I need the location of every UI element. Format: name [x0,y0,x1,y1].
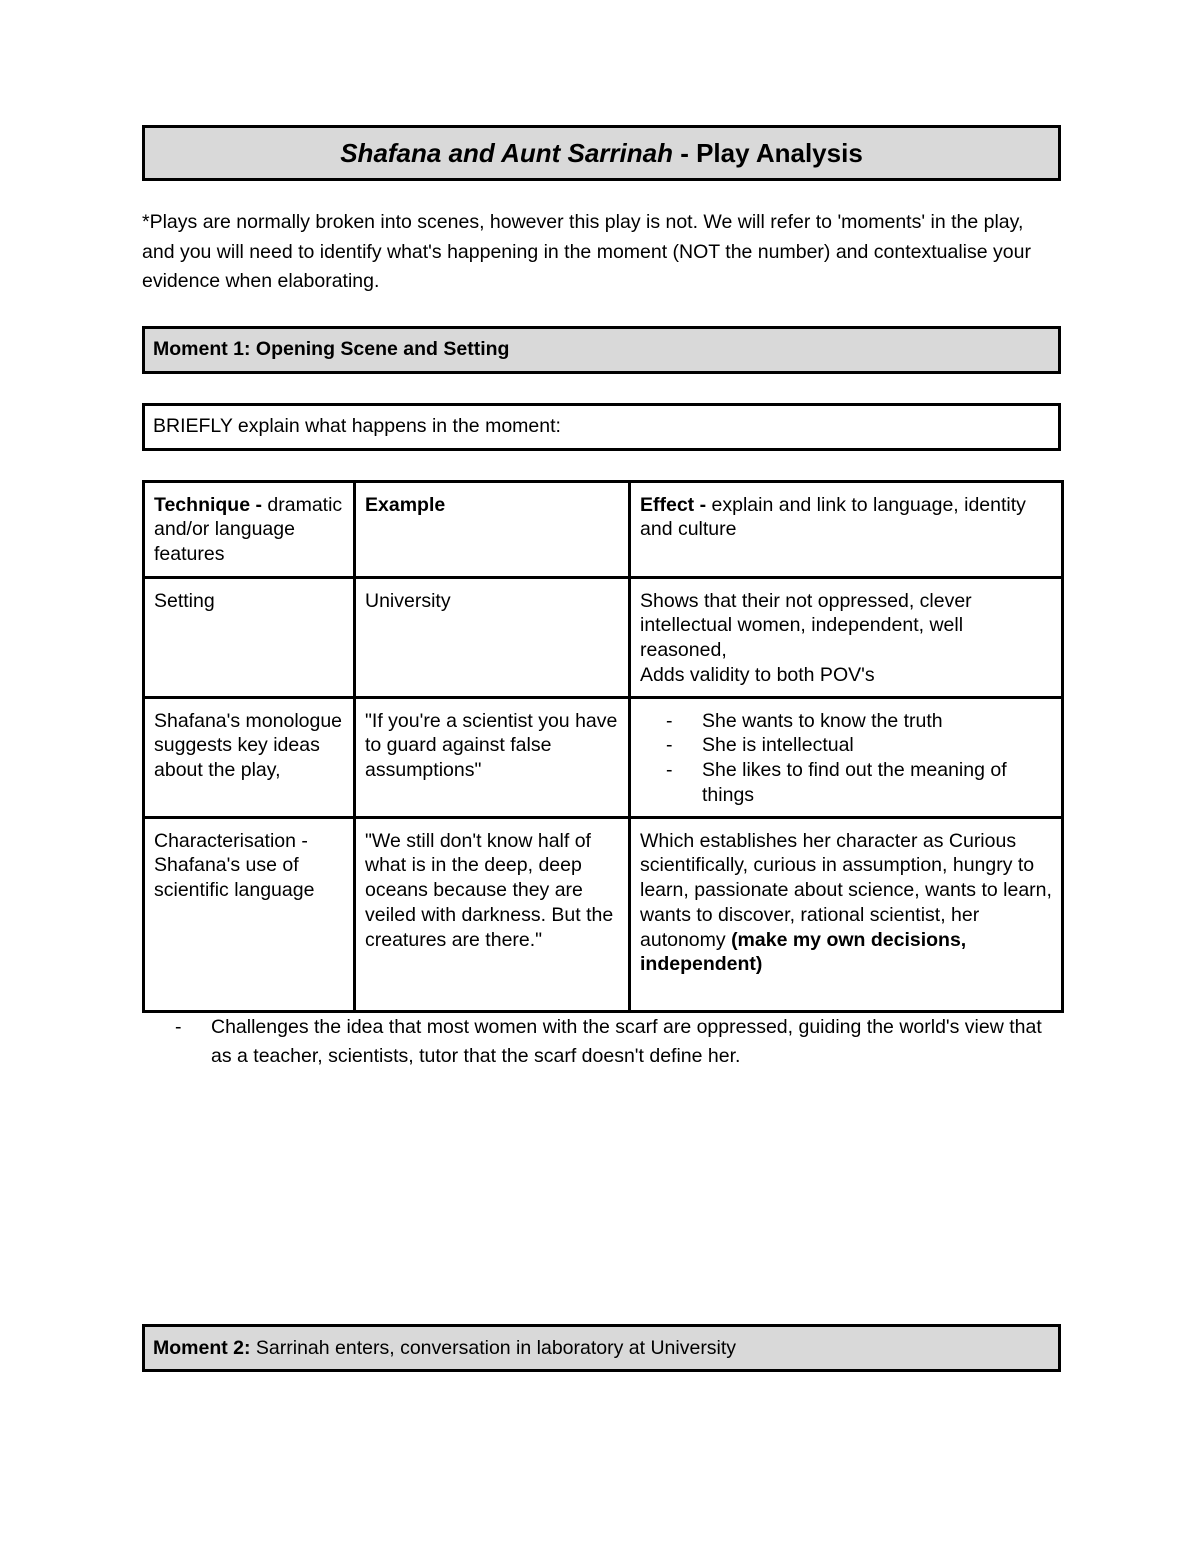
title-rest: - Play Analysis [672,137,863,168]
brief-explain-prompt: BRIEFLY explain what happens in the moment: [153,415,561,437]
cell-example: "If you're a scientist you have to guard against false assumptions" [355,697,630,817]
header-technique-rest: dramatic and/or language features [154,493,343,566]
cell-example: "We still don't know half of what is in the deep, deep oceans because they are veiled with darkness. But the creatures are there." [355,817,630,1011]
cell-effect [630,697,1063,817]
effect-line: Shows that their not oppressed, clever intellectual women, independent, well reasoned, [640,589,972,662]
moment-2-label [153,1337,736,1360]
cell-technique: Shafana's monologue suggests key ideas about the play, [144,697,355,817]
header-technique [144,481,355,577]
list-item: - She wants to know the truth [702,709,1053,734]
cell-effect [630,817,1063,1011]
page-title [340,138,863,169]
moment-2-label-bold: Moment 2: [153,1336,251,1359]
moment-1-header [142,326,1061,374]
table-row [144,817,1063,1011]
intro-paragraph: *Plays are normally broken into scenes, however this play is not. We will refer to 'moments' in the play, and you will need to identify what's happening in the moment (NOT the number) and contextualise your evidence when elaborating. [142,211,1031,292]
list-item: - Challenges the idea that most women with the scarf are oppressed, guiding the world's view that as a teacher, scientists, tutor that the scarf doesn't define her. [211,1013,1061,1072]
header-effect-bold: Effect - [640,493,712,516]
header-effect-rest: explain and link to language, identity and culture [640,493,1026,541]
list-item: - She is intellectual [702,733,1053,758]
title-italic: Shafana and Aunt Sarrinah [340,137,673,168]
moment-2-label-rest: Sarrinah enters, conversation in laboratory at University [250,1336,737,1359]
analysis-table [142,480,1064,1013]
moment-2-header [142,1324,1061,1372]
effect-text: Which establishes her character as Curious scientifically, curious in assumption, hungry to learn, passionate about science, wants to learn, wants to discover, rational scientist, her autonomy [640,829,1052,951]
header-example-bold: Example [365,493,446,516]
header-effect [630,481,1063,577]
table-row [144,697,1063,817]
cell-technique: Characterisation - Shafana's use of scientific language [144,817,355,1011]
header-technique-bold: Technique - [154,493,268,516]
after-table-note-list [142,1013,1061,1072]
page-title-box [142,125,1061,181]
cell-example: University [355,577,630,697]
brief-explain-box [142,403,1061,451]
table-header-row [144,481,1063,577]
table-row [144,577,1063,697]
document-page [142,125,1061,1072]
effect-bold-text: (make my own decisions, independent) [640,928,967,976]
effect-line: Adds validity to both POV's [640,663,875,686]
header-example [355,481,630,577]
moment-1-label: Moment 1: Opening Scene and Setting [153,338,510,360]
list-item: - She likes to find out the meaning of things [702,758,1053,808]
effect-bullet-list [640,709,1053,808]
cell-effect [630,577,1063,697]
cell-technique: Setting [144,577,355,697]
